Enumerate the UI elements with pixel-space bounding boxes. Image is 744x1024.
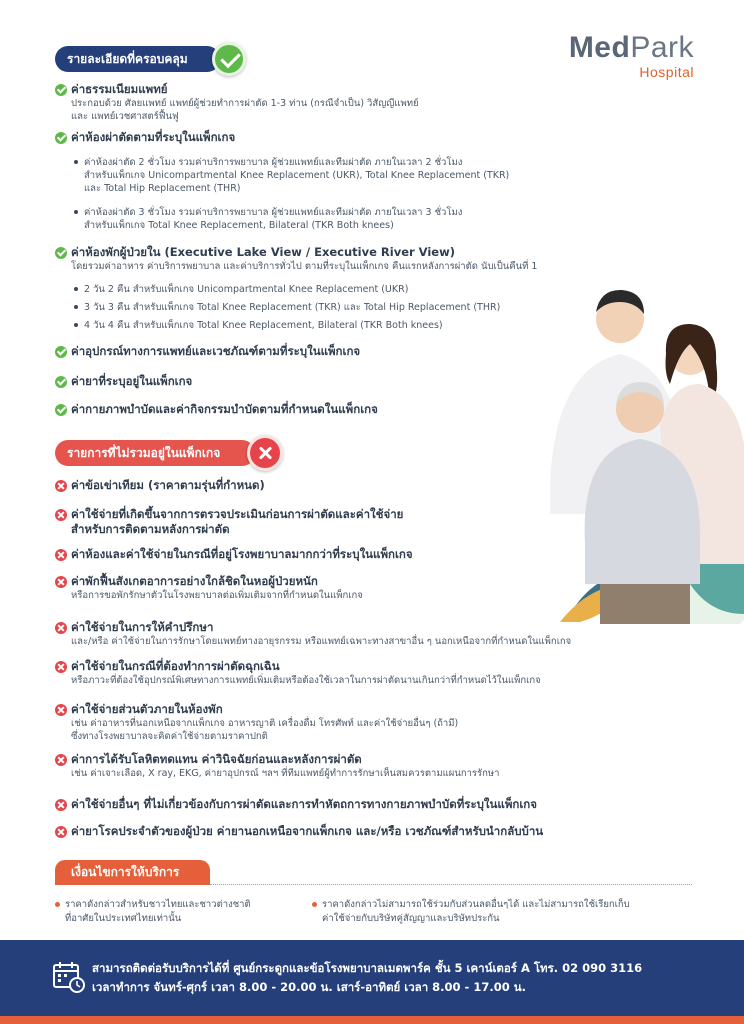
cross-icon xyxy=(55,549,67,561)
or-bullet-2h xyxy=(74,156,509,195)
cross-icon xyxy=(55,509,67,521)
logo-hospital: Hospital xyxy=(639,64,694,80)
medpark-logo xyxy=(569,33,694,80)
cross-icon xyxy=(55,480,67,492)
excluded-item-extra-stay xyxy=(55,547,413,562)
dotted-divider xyxy=(210,884,692,885)
bullet-dot xyxy=(74,305,78,309)
contact-hours: เวลาทำการ จันทร์-ศุกร์ เวลา 8.00 - 20.00 น. เสาร์-อาทิตย์ เวลา 8.00 - 17.00 น. xyxy=(92,980,526,994)
item-title: ค่าการได้รับโลหิตทดแทน ค่าวินิจฉัยก่อนและหลังการผ่าตัด xyxy=(71,752,362,766)
item-title: ค่าใช้จ่ายอื่นๆ ที่ไม่เกี่ยวข้องกับการผ่าตัดและการทำหัตถการทางกายภาพบำบัดที่ระบุในแพ็กเกจ xyxy=(71,797,537,811)
condition-line: ราคาดังกล่าวสำหรับชาวไทยและชาวต่างชาติ xyxy=(65,899,251,910)
covered-item-or-fee xyxy=(55,130,235,145)
item-desc: ประกอบด้วย ศัลยแพทย์ แพทย์ผู้ช่วยทำการผ่าตัด 1-3 ท่าน (กรณีจำเป็น) วิสัญญีแพทย์ xyxy=(71,98,419,109)
logo-med: Med xyxy=(568,31,631,64)
item-title-line2: สำหรับการติดตามหลังการผ่าตัด xyxy=(71,522,230,536)
condition-line: ที่อาศัยในประเทศไทยเท่านั้น xyxy=(65,913,182,924)
excluded-heading: รายการที่ไม่รวมอยู่ในแพ็กเกจ xyxy=(55,440,255,466)
or-bullet-3h xyxy=(74,206,462,232)
bullet-line: สำหรับแพ็กเกจ Total Knee Replacement, Bilateral (TKR Both knees) xyxy=(84,220,394,231)
item-title: ค่ากายภาพบำบัดและค่ากิจกรรมบำบัดตามที่กำหนดในแพ็กเกจ xyxy=(71,402,378,416)
excluded-item-emergency xyxy=(55,659,541,687)
check-icon xyxy=(55,376,67,388)
bullet-dot xyxy=(74,287,78,291)
bullet-line: ค่าห้องผ่าตัด 2 ชั่วโมง รวมค่าบริการพยาบาล ผู้ช่วยแพทย์และทีมผ่าตัด ภายในเวลา 2 ชั่วโมง xyxy=(84,157,463,168)
logo-park: Park xyxy=(630,31,694,64)
elder-trousers xyxy=(600,584,690,624)
contact-footer xyxy=(0,940,744,1016)
cross-badge-icon xyxy=(247,435,283,471)
item-title: ค่าห้องผ่าตัดตามที่ระบุในแพ็กเกจ xyxy=(71,130,236,144)
covered-item-room xyxy=(55,245,537,273)
check-icon xyxy=(55,247,67,259)
item-title: ค่ายาโรคประจำตัวของผู้ป่วย ค่ายานอกเหนือจากแพ็กเกจ และ/หรือ เวชภัณฑ์สำหรับนำกลับบ้าน xyxy=(71,824,544,838)
cross-icon xyxy=(55,799,67,811)
bullet-line: ค่าห้องผ่าตัด 3 ชั่วโมง รวมค่าบริการพยาบาล ผู้ช่วยแพทย์และทีมผ่าตัด ภายในเวลา 3 ชั่วโมง xyxy=(84,207,463,218)
check-icon xyxy=(55,132,67,144)
item-title: ค่าธรรมเนียมแพทย์ xyxy=(71,82,168,96)
cross-icon xyxy=(55,622,67,634)
bullet-line: และ Total Hip Replacement (THR) xyxy=(84,183,241,194)
cross-icon xyxy=(55,754,67,766)
cross-icon xyxy=(55,576,67,588)
bullet-line: สำหรับแพ็กเกจ Unicompartmental Knee Replacement (UKR), Total Knee Replacement (TKR) xyxy=(84,170,510,181)
condition-left xyxy=(55,898,251,926)
item-desc: ซึ่งทางโรงพยาบาลจะคิดค่าใช้จ่ายตามราคาปกติ xyxy=(71,731,268,742)
covered-heading: รายละเอียดที่ครอบคลุม xyxy=(55,46,220,72)
bullet-dot xyxy=(74,210,78,214)
family-photo-image xyxy=(540,284,744,624)
excluded-item-preop xyxy=(55,507,403,537)
bullet-dot xyxy=(74,323,78,327)
contact-location: สามารถติดต่อรับบริการได้ที่ ศูนย์กระดูกและข้อโรงพยาบาลเมดพาร์ค ชั้น 5 เคาน์เตอร์ A โทร. 02 090 3116 xyxy=(92,961,643,975)
item-desc: และ แพทย์เวชศาสตร์ฟื้นฟู xyxy=(71,111,179,122)
bullet-line: 2 วัน 2 คืน สำหรับแพ็กเกจ Unicompartmental Knee Replacement (UKR) xyxy=(84,284,409,295)
item-desc: เช่น ค่าอาหารที่นอกเหนือจากแพ็กเกจ อาหารญาติ เครื่องดื่ม โทรศัพท์ และค่าใช้จ่ายอื่นๆ (ถ้ามี) xyxy=(71,718,459,729)
item-desc: และ/หรือ ค่าใช้จ่ายในการรักษาโดยแพทย์ทางอายุรกรรม หรือแพทย์เฉพาะทางสาขาอื่น ๆ นอกเหนือจากที่กำหนดในแพ็กเกจ xyxy=(71,636,572,647)
item-title: ค่าใช้จ่ายที่เกิดขึ้นจากการตรวจประเมินก่อนการผ่าตัดและค่าใช้จ่าย xyxy=(71,507,404,521)
room-bullet-ukr xyxy=(74,283,408,296)
check-icon xyxy=(55,346,67,358)
item-desc: โดยรวมค่าอาหาร ค่าบริการพยาบาล และค่าบริการทั่วไป ตามที่ระบุในแพ็กเกจ คืนแรกหลังการผ่าตัด นับเป็นคืนที่ 1 xyxy=(71,261,538,272)
bullet-line: 3 วัน 3 คืน สำหรับแพ็กเกจ Total Knee Replacement (TKR) และ Total Hip Replacement (THR) xyxy=(84,302,501,313)
covered-item-doctor-fee xyxy=(55,82,419,123)
excluded-item-icu xyxy=(55,574,363,602)
condition-right xyxy=(312,898,630,926)
excluded-item-other xyxy=(55,797,537,812)
room-bullet-bilateral xyxy=(74,319,443,332)
check-icon xyxy=(55,404,67,416)
item-title: ค่าพักฟื้นสังเกตอาการอย่างใกล้ชิดในหอผู้ป่วยหนัก xyxy=(71,574,318,588)
covered-item-medicine xyxy=(55,374,192,389)
conditions-heading: เงื่อนไขการให้บริการ xyxy=(55,860,210,885)
item-title: ค่าใช้จ่ายส่วนตัวภายในห้องพัก xyxy=(71,702,223,716)
item-title: ค่าห้องพักผู้ป่วยใน (Executive Lake View / Executive River View) xyxy=(71,245,455,259)
item-title: ค่าห้องและค่าใช้จ่ายในกรณีที่อยู่โรงพยาบาลมากกว่าที่ระบุในแพ็กเกจ xyxy=(71,547,413,561)
cross-icon xyxy=(55,704,67,716)
item-title: ค่าใช้จ่ายในการให้คำปรึกษา xyxy=(71,620,214,634)
excluded-item-implant xyxy=(55,478,265,493)
cross-icon xyxy=(55,826,67,838)
item-title: ค่าใช้จ่ายในกรณีที่ต้องทำการผ่าตัดฉุกเฉิน xyxy=(71,659,280,673)
item-desc: หรือการขอพักรักษาตัวในโรงพยาบาลต่อเพิ่มเติมจากที่กำหนดในแพ็กเกจ xyxy=(71,590,363,601)
bullet-line: 4 วัน 4 คืน สำหรับแพ็กเกจ Total Knee Replacement, Bilateral (TKR Both knees) xyxy=(84,320,443,331)
bullet-dot xyxy=(312,902,317,907)
item-desc: เช่น ค่าเจาะเลือด, X ray, EKG, ค่ายาอุปกรณ์ ฯลฯ ที่ทีมแพทย์ผู้ทำการรักษาเห็นสมควรตามแผนการรักษา xyxy=(71,768,500,779)
check-badge-icon xyxy=(212,42,246,76)
item-desc: หรือภาวะที่ต้องใช้อุปกรณ์พิเศษทางการแพทย์เพิ่มเติมหรือต้องใช้เวลาในการผ่าตัดนานเกินกว่าที่กำหนดไว้ในแพ็กเกจ xyxy=(71,675,541,686)
cross-icon xyxy=(55,661,67,673)
covered-item-physio xyxy=(55,402,378,417)
bullet-dot xyxy=(55,902,60,907)
bullet-dot xyxy=(74,160,78,164)
covered-item-equipment xyxy=(55,344,360,359)
check-icon xyxy=(55,84,67,96)
condition-line: ราคาดังกล่าวไม่สามารถใช้ร่วมกับส่วนลดอื่นๆได้ และไม่สามารถใช้เรียกเก็บ xyxy=(322,899,630,910)
item-title: ค่ายาที่ระบุอยู่ในแพ็กเกจ xyxy=(71,374,193,388)
calendar-clock-icon xyxy=(52,960,86,994)
condition-line: ค่าใช้จ่ายกับบริษัทคู่สัญญาและบริษัทประกัน xyxy=(322,913,500,924)
excluded-item-chronic-meds xyxy=(55,824,543,839)
room-bullet-tkr xyxy=(74,301,500,314)
item-title: ค่าข้อเข่าเทียม (ราคาตามรุ่นที่กำหนด) xyxy=(71,478,265,492)
item-title: ค่าอุปกรณ์ทางการแพทย์และเวชภัณฑ์ตามที่ระบุในแพ็กเกจ xyxy=(71,344,361,358)
excluded-item-consult xyxy=(55,620,571,648)
excluded-item-blood xyxy=(55,752,499,780)
footer-accent-bar xyxy=(0,1016,744,1024)
excluded-item-personal xyxy=(55,702,458,743)
